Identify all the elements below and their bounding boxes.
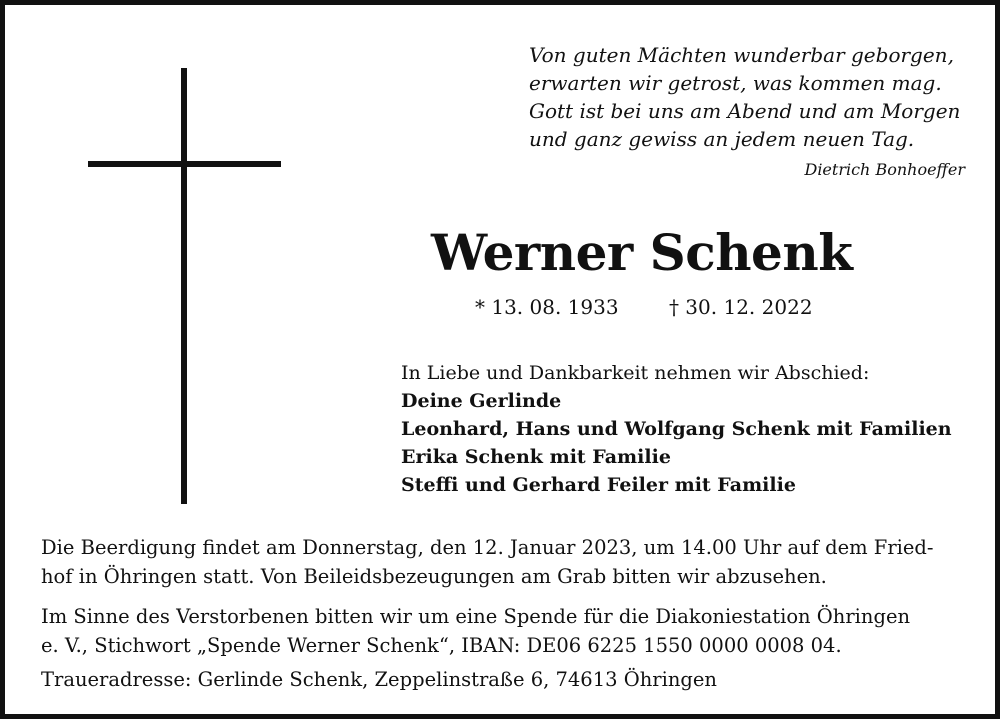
donation-line: e. V., Stichwort „Spende Werner Schenk“, IBAN: DE06 6225 1550 0000 0008 04. <box>41 634 842 657</box>
mourners-block <box>401 359 952 499</box>
cross-vertical-bar <box>181 68 187 504</box>
mourner-name: Deine Gerlinde <box>401 390 562 412</box>
poem <box>529 41 960 153</box>
mourning-address <box>41 665 971 694</box>
death-date: † 30. 12. 2022 <box>668 295 813 319</box>
donation-line: Im Sinne des Verstorbenen bitten wir um eine Spende für die Diakoniestation Öhringen <box>41 605 911 628</box>
deceased-name: Werner Schenk <box>431 223 853 282</box>
farewell-intro: In Liebe und Dankbarkeit nehmen wir Abschied: <box>401 362 870 384</box>
poem-line: erwarten wir getrost, was kommen mag. <box>529 71 942 95</box>
poem-author: Dietrich Bonhoeffer <box>804 160 965 179</box>
mourner-name: Leonhard, Hans und Wolfgang Schenk mit Familien <box>401 418 952 440</box>
funeral-notice <box>41 533 971 591</box>
poem-line: und ganz gewiss an jedem neuen Tag. <box>529 127 915 151</box>
poem-line: Gott ist bei uns am Abend und am Morgen <box>529 99 961 123</box>
birth-date: * 13. 08. 1933 <box>475 295 619 319</box>
donation-notice <box>41 602 971 660</box>
funeral-line: Die Beerdigung findet am Donnerstag, den 12. Januar 2023, um 14.00 Uhr auf dem Fried- <box>41 536 934 559</box>
mourner-name: Erika Schenk mit Familie <box>401 446 671 468</box>
life-dates <box>475 295 813 319</box>
poem-line: Von guten Mächten wunderbar geborgen, <box>529 43 954 67</box>
funeral-line: hof in Öhringen statt. Von Beileidsbezeugungen am Grab bitten wir abzusehen. <box>41 565 827 588</box>
cross-horizontal-bar <box>88 161 281 167</box>
mourner-name: Steffi und Gerhard Feiler mit Familie <box>401 474 796 496</box>
address-line: Traueradresse: Gerlinde Schenk, Zeppelinstraße 6, 74613 Öhringen <box>41 668 717 691</box>
